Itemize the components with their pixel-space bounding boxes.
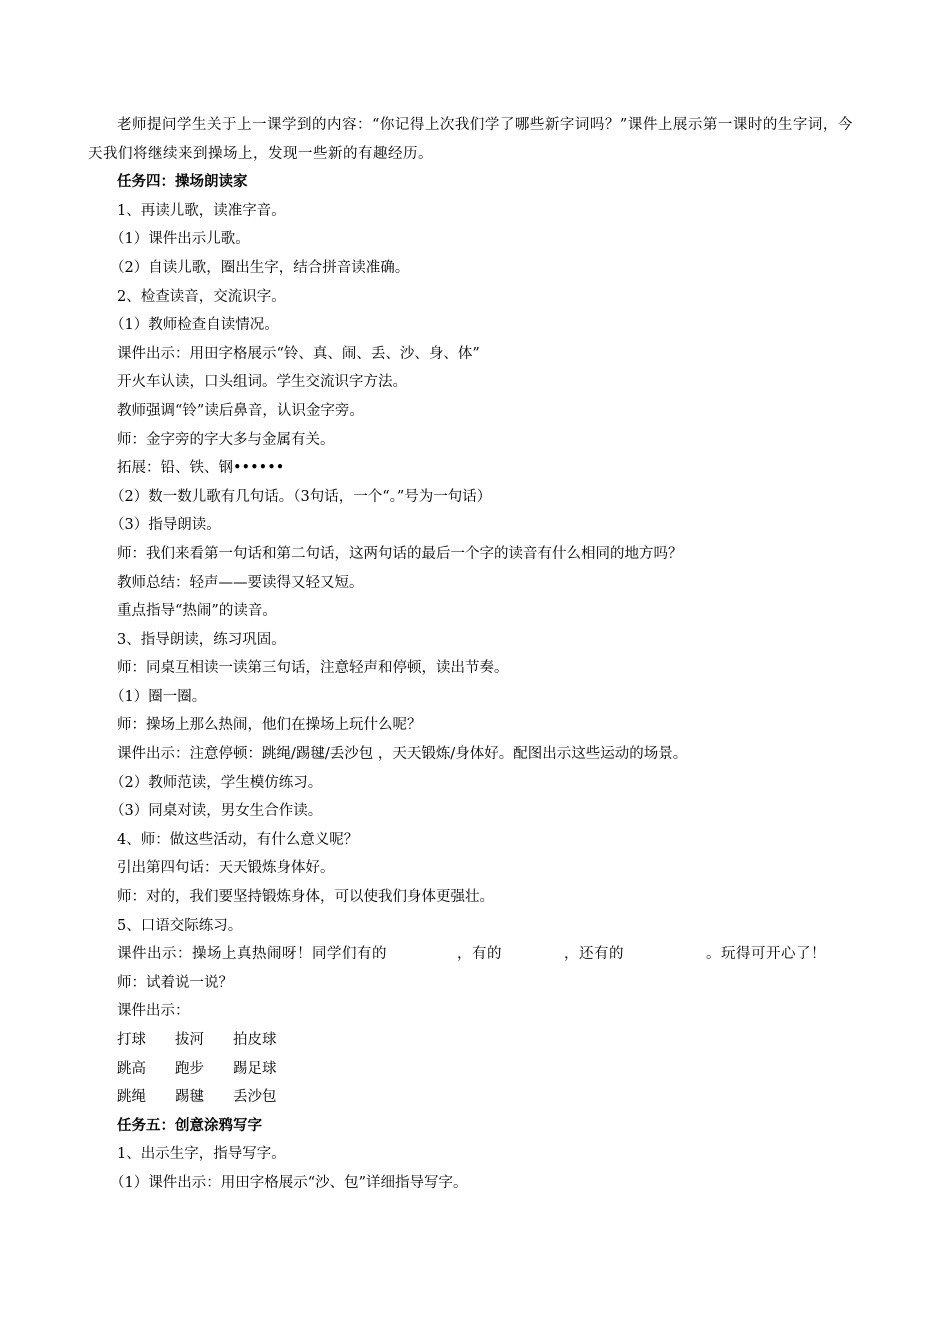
task4-line: 师：试着说一说？ (117, 974, 233, 991)
word-row (88, 1083, 863, 1112)
task5-heading: 任务五：创意涂鸦写字 (117, 1116, 262, 1134)
task4-line: 5、口语交际练习。 (117, 917, 243, 934)
word-row (88, 1055, 863, 1084)
task5-line: （1）课件出示：用田字格展示“沙、包”详细指导写字。 (110, 1174, 468, 1191)
task4-line: 开火车认读，口头组词。学生交流识字方法。 (117, 374, 407, 391)
task4-line: （2）教师范读，学生模仿练习。 (110, 774, 323, 791)
task4-line: （2）数一数儿歌有几句话。（3句话，一个“。”号为一句话） (110, 488, 492, 505)
task4-line: 教师强调“铃”读后鼻音，认识金字旁。 (117, 402, 364, 419)
task4-line: 课件出示：注意停顿：跳绳/踢毽/丢沙包 ，天天锻炼/身体好。配图出示这些运动的场景。 (117, 746, 688, 763)
document-body (88, 111, 863, 1198)
task4-line: （1）教师检查自读情况。 (110, 317, 279, 334)
task4-line: 4、师：做这些活动，有什么意义呢？ (117, 831, 359, 848)
word-item: 踢足球 (233, 1060, 277, 1077)
task4-line: （2）自读儿歌，圈出生字，结合拼音读准确。 (110, 259, 410, 276)
word-item: 拍皮球 (233, 1032, 277, 1048)
task4-line: 师：对的，我们要坚持锻炼身体，可以使我们身体更强壮。 (117, 889, 494, 906)
fill-text-1: 课件出示：操场上真热闹呀！同学们有的 (117, 946, 387, 963)
word-item: 跳高 (117, 1060, 146, 1077)
task4-line: 1、再读儿歌，读准字音。 (117, 202, 286, 219)
task4-line: （1）课件出示儿歌。 (110, 231, 250, 248)
task4-line: 拓展：铅、铁、钢•••••• (117, 460, 285, 477)
task4-line: 2、检查读音，交流识字。 (117, 288, 286, 305)
task4-heading: 任务四：操场朗读家 (117, 173, 248, 191)
word-item: 跑步 (175, 1060, 204, 1077)
task4-line: 师：金字旁的字大多与金属有关。 (117, 431, 335, 448)
word-item: 踢毽 (175, 1089, 204, 1106)
fill-text-2: ，有的 (457, 946, 502, 963)
word-item: 拔河 (175, 1032, 204, 1048)
word-item: 打球 (117, 1032, 146, 1048)
word-row (88, 1026, 863, 1055)
task4-line: 课件出示： (117, 1003, 190, 1020)
word-item: 丢沙包 (233, 1089, 277, 1106)
task4-line: 3、指导朗读，练习巩固。 (117, 631, 286, 648)
task4-line: （3）指导朗读。 (110, 517, 221, 534)
task4-line: 重点指导“热闹”的读音。 (117, 603, 277, 620)
task5-line: 1、出示生字，指导写字。 (117, 1146, 286, 1163)
intro-paragraph: 老师提问学生关于上一课学到的内容：“你记得上次我们学了哪些新字词吗？”课件上展示第一课时的生字词，今天我们将继续来到操场上，发现一些新的有趣经历。 (88, 117, 853, 162)
fill-in-paragraph (88, 940, 863, 969)
word-item: 跳绳 (117, 1089, 146, 1106)
fill-text-4: 。玩得可开心了！ (706, 946, 826, 963)
task4-line: （3）同桌对读，男女生合作读。 (110, 803, 323, 820)
task4-line: 师：同桌互相读一读第三句话，注意轻声和停顿，读出节奏。 (117, 660, 509, 677)
task4-line: 课件出示：用田字格展示“铃、真、闹、丢、沙、身、体” (117, 345, 480, 362)
task4-line: 教师总结：轻声——要读得又轻又短。 (117, 574, 364, 591)
task4-line: 师：操场上那么热闹，他们在操场上玩什么呢？ (117, 717, 422, 734)
task4-line: （1）圈一圈。 (110, 688, 207, 705)
fill-text-3: ，还有的 (564, 946, 624, 963)
task4-line: 师：我们来看第一句话和第二句话，这两句话的最后一个字的读音有什么相同的地方吗？ (117, 545, 683, 562)
task4-line: 引出第四句话：天天锻炼身体好。 (117, 860, 335, 877)
